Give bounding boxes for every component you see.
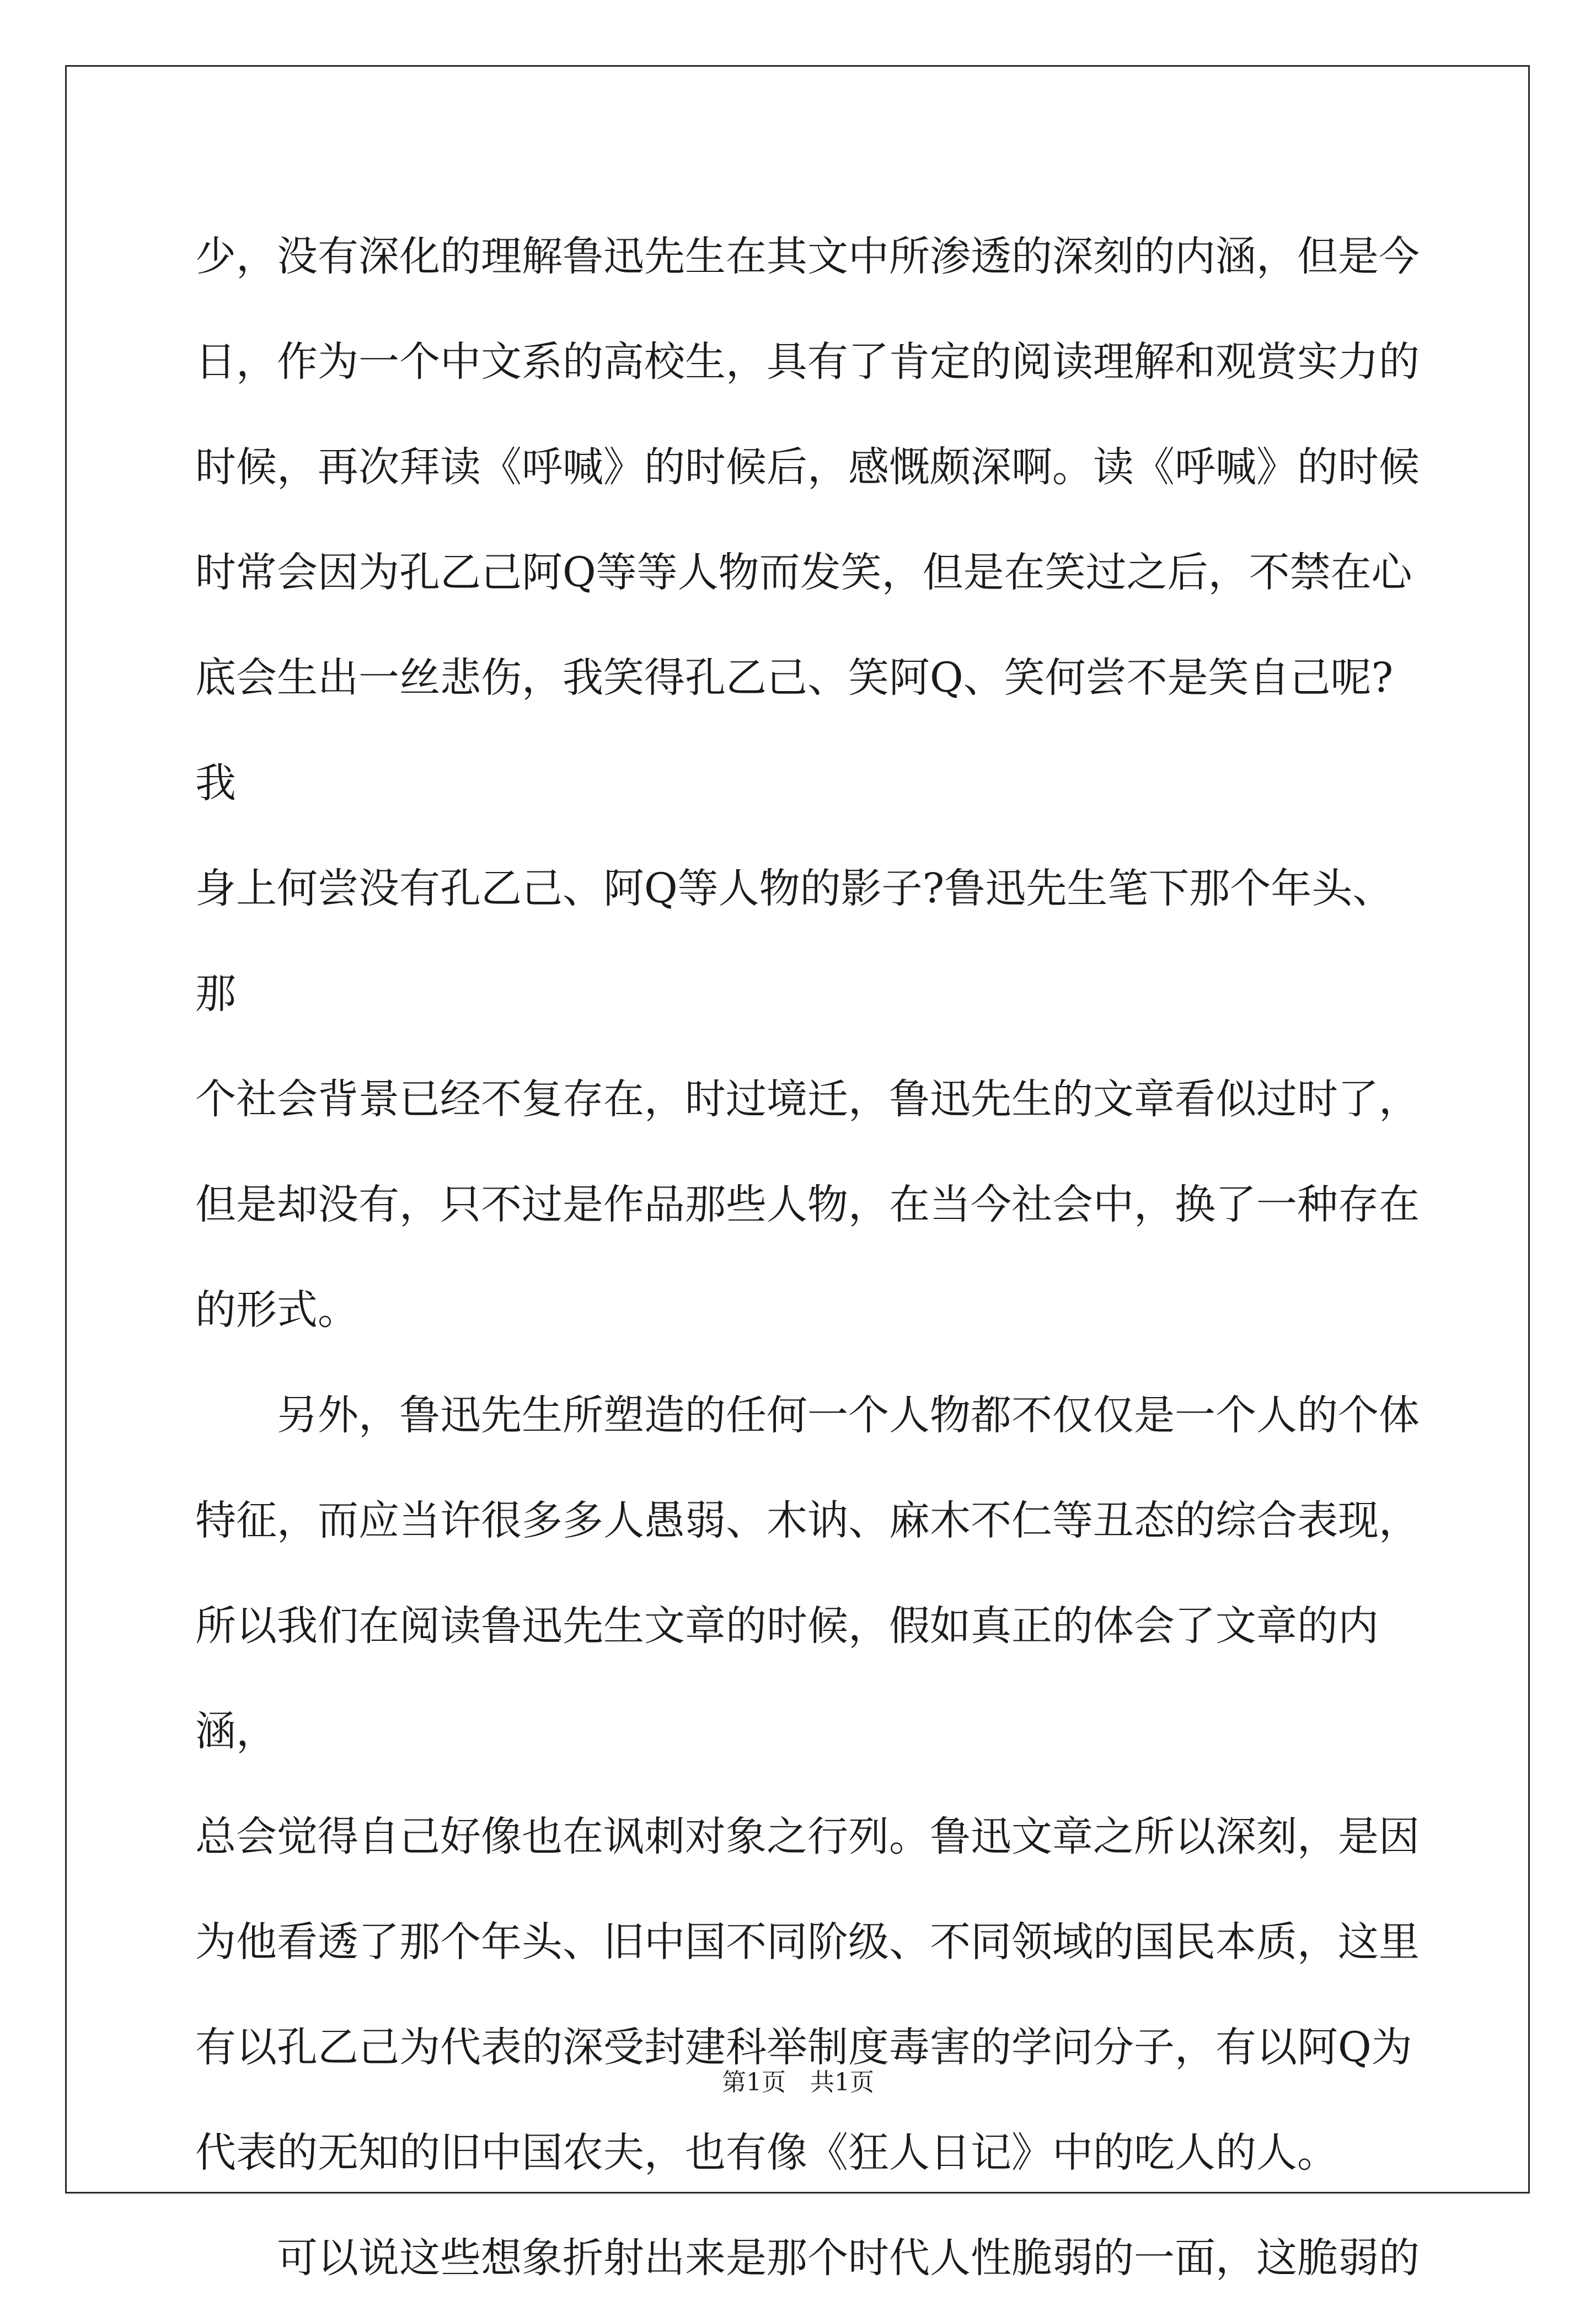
document-body: [195, 204, 1431, 2311]
page-footer: [0, 2066, 1596, 2099]
page-number-label: 第1页 共1页: [722, 2068, 874, 2096]
paragraph-2: 另外，鲁迅先生所塑造的任何一个人物都不仅仅是一个人的个体 特征，而应当许很多多人愚弱、木讷、麻木不仁等丑态的综合表现， 所以我们在阅读鲁迅先生文章的时候，假如真正的体会了文章的内涵， 总会觉得自己好像也在讽刺对象之行列。鲁迅文章之所以深刻，是因 为他看透了那个年头、旧中国不同阶级、不同领域的国民本质，这里 有以孔乙己为代表的深受封建科举制度毒害的学问分子，有以阿Q为 代表的无知的旧中国农夫，也有像《狂人日记》中的吃人的人。: [195, 1392, 1420, 2176]
paragraph-3: 可以说这些想象折射出来是那个时代人性脆弱的一面，这脆弱的: [277, 2234, 1420, 2282]
paragraph-1: 少，没有深化的理解鲁迅先生在其文中所渗透的深刻的内涵，但是今 日，作为一个中文系的高校生，具有了肯定的阅读理解和观赏实力的 时候，再次拜读《呼喊》的时候后，感慨颇深啊。读《呼喊》的时候 时常会因为孔乙己阿Q等等人物而发笑，但是在笑过之后，不禁在心 底会生出一丝悲伤，我笑得孔乙己、笑阿Q、笑何尝不是笑自己呢?我 身上何尝没有孔乙己、阿Q等人物的影子?鲁迅先生笔下那个年头、那 个社会背景已经不复存在，时过境迁，鲁迅先生的文章看似过时了， 但是却没有，只不过是作品那些人物，在当今社会中，换了一种存在 的形式。: [195, 233, 1420, 1334]
